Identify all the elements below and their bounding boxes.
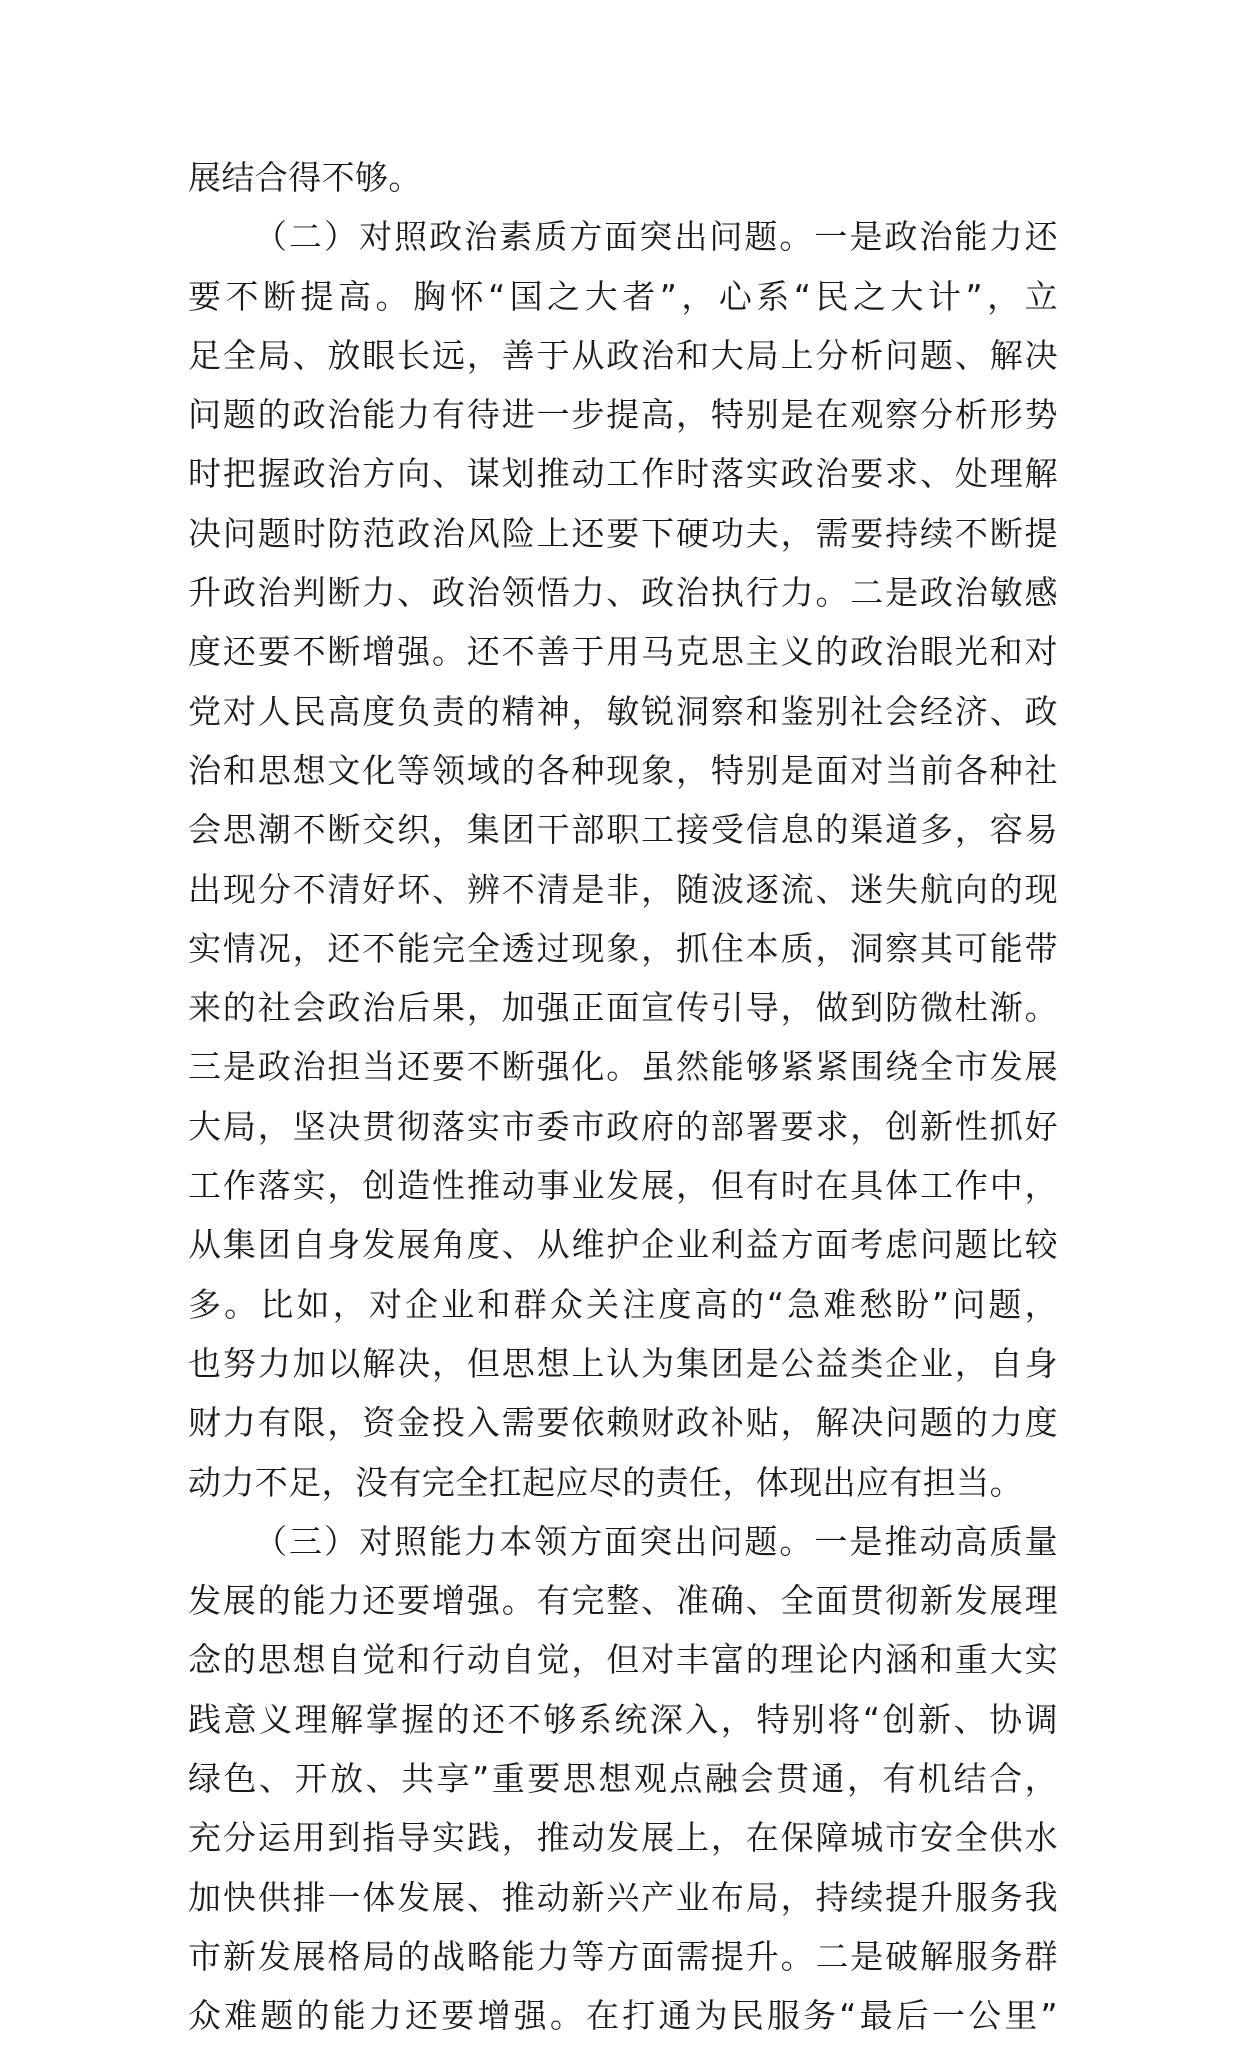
text-line: 来的社会政治后果，加强正面宣传引导，做到防微杜渐。: [188, 988, 1058, 1028]
text-line: 决问题时防范政治风险上还要下硬功夫，需要持续不断提: [188, 513, 1058, 553]
text-line: 财力有限，资金投入需要依赖财政补贴，解决问题的力度: [188, 1403, 1058, 1443]
text-line: 治和思想文化等领域的各种现象，特别是面对当前各种社: [188, 750, 1058, 790]
section-heading-line: （三）对照能力本领方面突出问题。一是推动高质量: [254, 1521, 1058, 1561]
text-line: 念的思想自觉和行动自觉，但对丰富的理论内涵和重大实: [188, 1640, 1058, 1680]
text-line: 要不断提高。胸怀“国之大者”，心系“民之大计”，立: [188, 276, 1058, 316]
text-line: 党对人民高度负责的精神，敏锐洞察和鉴别社会经济、政: [188, 691, 1058, 731]
text-line: 问题的政治能力有待进一步提高，特别是在观察分析形势: [188, 395, 1058, 435]
text-line: 多。比如，对企业和群众关注度高的“急难愁盼”问题，: [188, 1284, 1058, 1324]
body-text: [188, 148, 1058, 2046]
text-line: 众难题的能力还要增强。在打通为民服务“最后一公里”: [188, 1996, 1058, 2036]
text-line: 充分运用到指导实践，推动发展上，在保障城市安全供水: [188, 1818, 1058, 1858]
text-line: 三是政治担当还要不断强化。虽然能够紧紧围绕全市发展: [188, 1047, 1058, 1087]
text-line: 也努力加以解决，但思想上认为集团是公益类企业，自身: [188, 1343, 1058, 1383]
text-line: 时把握政治方向、谋划推动工作时落实政治要求、处理解: [188, 454, 1058, 494]
text-line: 展结合得不够。: [188, 158, 422, 197]
text-line: 会思潮不断交织，集团干部职工接受信息的渠道多，容易: [188, 810, 1058, 850]
text-line: 出现分不清好坏、辨不清是非，随波逐流、迷失航向的现: [188, 869, 1058, 909]
text-line: 度还要不断增强。还不善于用马克思主义的政治眼光和对: [188, 632, 1058, 672]
text-line: 升政治判断力、政治领悟力、政治执行力。二是政治敏感: [188, 573, 1058, 613]
section-heading-line: （二）对照政治素质方面突出问题。一是政治能力还: [254, 217, 1058, 257]
text-line: 加快供排一体发展、推动新兴产业布局，持续提升服务我: [188, 1877, 1058, 1917]
text-line: 动力不足，没有完全扛起应尽的责任，体现出应有担当。: [188, 1462, 1023, 1502]
text-line: 工作落实，创造性推动事业发展，但有时在具体工作中，: [188, 1166, 1058, 1206]
text-line: 足全局、放眼长远，善于从政治和大局上分析问题、解决: [188, 335, 1058, 375]
text-line: 绿色、开放、共享”重要思想观点融会贯通，有机结合，: [188, 1759, 1058, 1799]
text-line: 践意义理解掌握的还不够系统深入，特别将“创新、协调: [188, 1699, 1058, 1739]
text-line: 从集团自身发展角度、从维护企业利益方面考虑问题比较: [188, 1225, 1058, 1265]
text-line: 发展的能力还要增强。有完整、准确、全面贯彻新发展理: [188, 1581, 1058, 1621]
text-line: 实情况，还不能完全透过现象，抓住本质，洞察其可能带: [188, 928, 1058, 968]
text-line: 大局，坚决贯彻落实市委市政府的部署要求，创新性抓好: [188, 1106, 1058, 1146]
text-line: 市新发展格局的战略能力等方面需提升。二是破解服务群: [188, 1936, 1058, 1976]
